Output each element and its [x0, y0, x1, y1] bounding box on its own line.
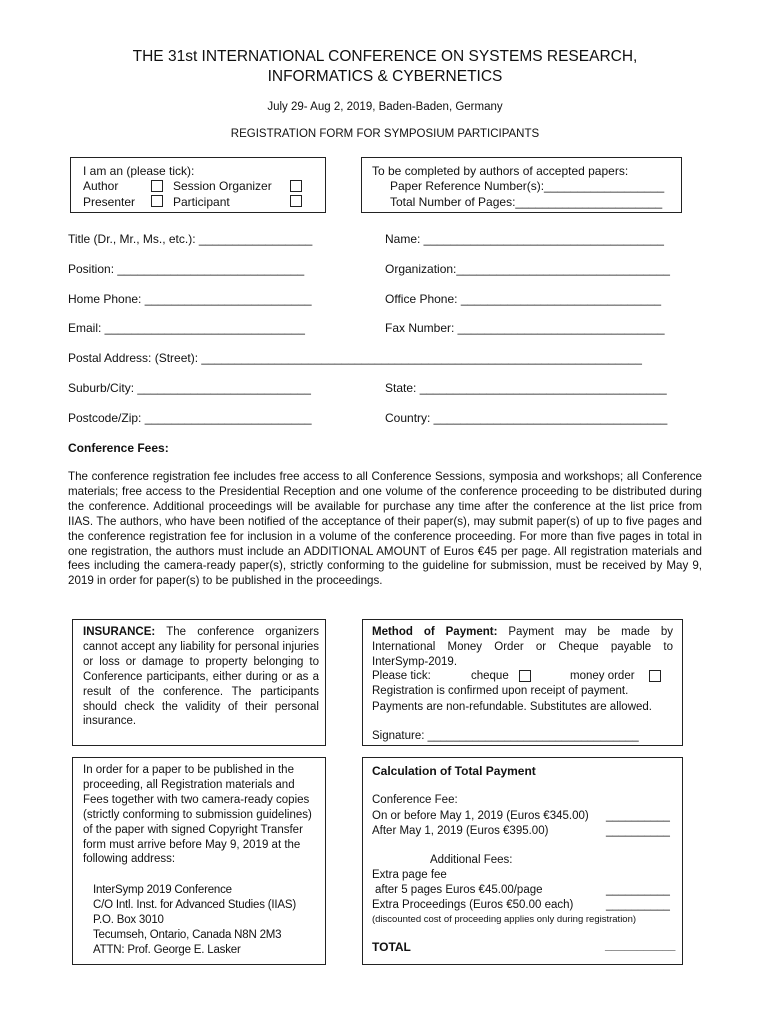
address-line-4: Tecumseh, Ontario, Canada N8N 2M3	[93, 929, 282, 941]
conference-title-line1: THE 31st INTERNATIONAL CONFERENCE ON SYSTEMS RESEARCH,	[132, 48, 638, 65]
postcode-field[interactable]: Postcode/Zip: _________________________	[68, 411, 312, 425]
money-order-checkbox[interactable]	[649, 670, 661, 682]
postal-address-field[interactable]: Postal Address: (Street): __________________________________________________________________	[68, 351, 642, 365]
office-phone-field[interactable]: Office Phone: ______________________________	[385, 292, 662, 306]
fees-heading: Conference Fees:	[68, 441, 169, 455]
cheque-checkbox[interactable]	[519, 670, 531, 682]
home-phone-field[interactable]: Home Phone: _________________________	[68, 292, 312, 306]
additional-fees-label: Additional Fees:	[430, 854, 513, 866]
please-tick-label: Please tick:	[372, 670, 431, 682]
insurance-box	[72, 619, 326, 746]
conference-fee-label: Conference Fee:	[372, 794, 458, 806]
author-label: Author	[83, 179, 119, 193]
total-blank[interactable]: ___________	[605, 940, 676, 952]
role-selection-box	[70, 157, 326, 213]
title-field[interactable]: Title (Dr., Mr., Ms., etc.): _________________	[68, 232, 313, 246]
submission-text: In order for a paper to be published in the proceeding, all Registration materials and Fees together with two camera-ready copies (strictly conforming to submission guidelines) of the paper with signed Copyright Transfer form must arrive before May 9, 2019 at the following address:	[83, 764, 312, 866]
payment-text: Payment may be made by International Money Order or Cheque payable to InterSymp-2019.	[372, 626, 674, 668]
address-line-1: InterSymp 2019 Conference	[93, 884, 232, 896]
extra-page-blank[interactable]: __________	[606, 884, 670, 896]
fax-field[interactable]: Fax Number: _______________________________	[385, 321, 665, 335]
late-fee-label: After May 1, 2019 (Euros €395.00)	[372, 825, 549, 837]
payment-text-block	[372, 625, 673, 670]
address-line-2: C/O Intl. Inst. for Advanced Studies (IIAS)	[93, 899, 296, 911]
insurance-label: INSURANCE:	[83, 626, 156, 638]
name-field[interactable]: Name: ____________________________________	[385, 232, 664, 246]
organization-field[interactable]: Organization:________________________________	[385, 262, 670, 276]
total-pages-field[interactable]: Total Number of Pages:______________________	[390, 195, 663, 209]
fees-paragraph: The conference registration fee includes free access to all Conference Sessions, symposia and workshops; all Conference materials; free access to the Presidential Reception and one volume of the conference proceeding to be distributed during the conference. Additional proceedings will be available for purchase any time after the conference at the list price from IIAS. The authors, who have been notified of the acceptance of their paper(s), may submit paper(s) of up to five pages and the conference registration fee for inclusion in a volume of the conference proceeding. For more than five pages in total in one registration, the authors must include an ADDITIONAL AMOUNT of Euros €45 per page. All registration materials and fees including the camera-ready paper(s), strictly conforming to the guideline for submission, must be received by May 9, 2019 in order for paper(s) to be published in the proceedings.	[68, 470, 702, 588]
presenter-checkbox[interactable]	[151, 195, 163, 207]
payment-box	[362, 619, 683, 746]
session-organizer-checkbox[interactable]	[290, 180, 302, 192]
authors-box	[361, 157, 682, 213]
extra-page-fee-label: Extra page fee	[372, 869, 447, 881]
payment-label: Method of Payment:	[372, 626, 498, 638]
suburb-field[interactable]: Suburb/City: __________________________	[68, 381, 311, 395]
insurance-text-block	[83, 625, 319, 729]
total-label: TOTAL	[372, 940, 411, 954]
discount-note: (discounted cost of proceeding applies only during registration)	[372, 914, 637, 925]
late-fee-blank[interactable]: __________	[606, 825, 670, 837]
role-prompt: I am an (please tick):	[83, 164, 195, 178]
money-order-label: money order	[570, 670, 635, 682]
form-title: REGISTRATION FORM FOR SYMPOSIUM PARTICIPANTS	[230, 128, 540, 140]
early-fee-blank[interactable]: __________	[606, 810, 670, 822]
country-field[interactable]: Country: ___________________________________	[385, 411, 668, 425]
insurance-text: The conference organizers cannot accept any liability for personal injuries or loss or damage to property belonging to Conference participants, either during or as a result of the conference. The participants should check the validity of their personal insurance.	[83, 626, 319, 728]
email-field[interactable]: Email: ______________________________	[68, 321, 305, 335]
cheque-label: cheque	[471, 670, 509, 682]
conference-dates: July 29- Aug 2, 2019, Baden-Baden, Germany	[267, 101, 503, 113]
mailing-address	[93, 883, 296, 958]
participant-label: Participant	[173, 195, 230, 209]
extra-proceedings-label: Extra Proceedings (Euros €50.00 each)	[372, 899, 574, 911]
after-five-pages-label: after 5 pages Euros €45.00/page	[375, 884, 543, 896]
calculation-heading: Calculation of Total Payment	[372, 764, 536, 778]
confirmation-note: Registration is confirmed upon receipt of payment.	[372, 685, 629, 697]
early-fee-label: On or before May 1, 2019 (Euros €345.00)	[372, 810, 589, 822]
presenter-label: Presenter	[83, 195, 136, 209]
author-checkbox[interactable]	[151, 180, 163, 192]
submission-box	[72, 757, 326, 965]
authors-heading: To be completed by authors of accepted papers:	[372, 164, 629, 178]
session-organizer-label: Session Organizer	[173, 179, 272, 193]
extra-proceedings-blank[interactable]: __________	[606, 899, 670, 911]
position-field[interactable]: Position: ____________________________	[68, 262, 305, 276]
state-field[interactable]: State: _____________________________________	[385, 381, 667, 395]
address-line-5: ATTN: Prof. George E. Lasker	[93, 944, 241, 956]
signature-field[interactable]: Signature: _________________________________	[372, 730, 639, 742]
address-line-3: P.O. Box 3010	[93, 914, 164, 926]
conference-title-line2: INFORMATICS & CYBERNETICS	[267, 68, 503, 85]
refund-note: Payments are non-refundable. Substitutes are allowed.	[372, 701, 652, 713]
calculation-box	[362, 757, 683, 965]
participant-checkbox[interactable]	[290, 195, 302, 207]
paper-reference-field[interactable]: Paper Reference Number(s):__________________	[390, 179, 665, 193]
